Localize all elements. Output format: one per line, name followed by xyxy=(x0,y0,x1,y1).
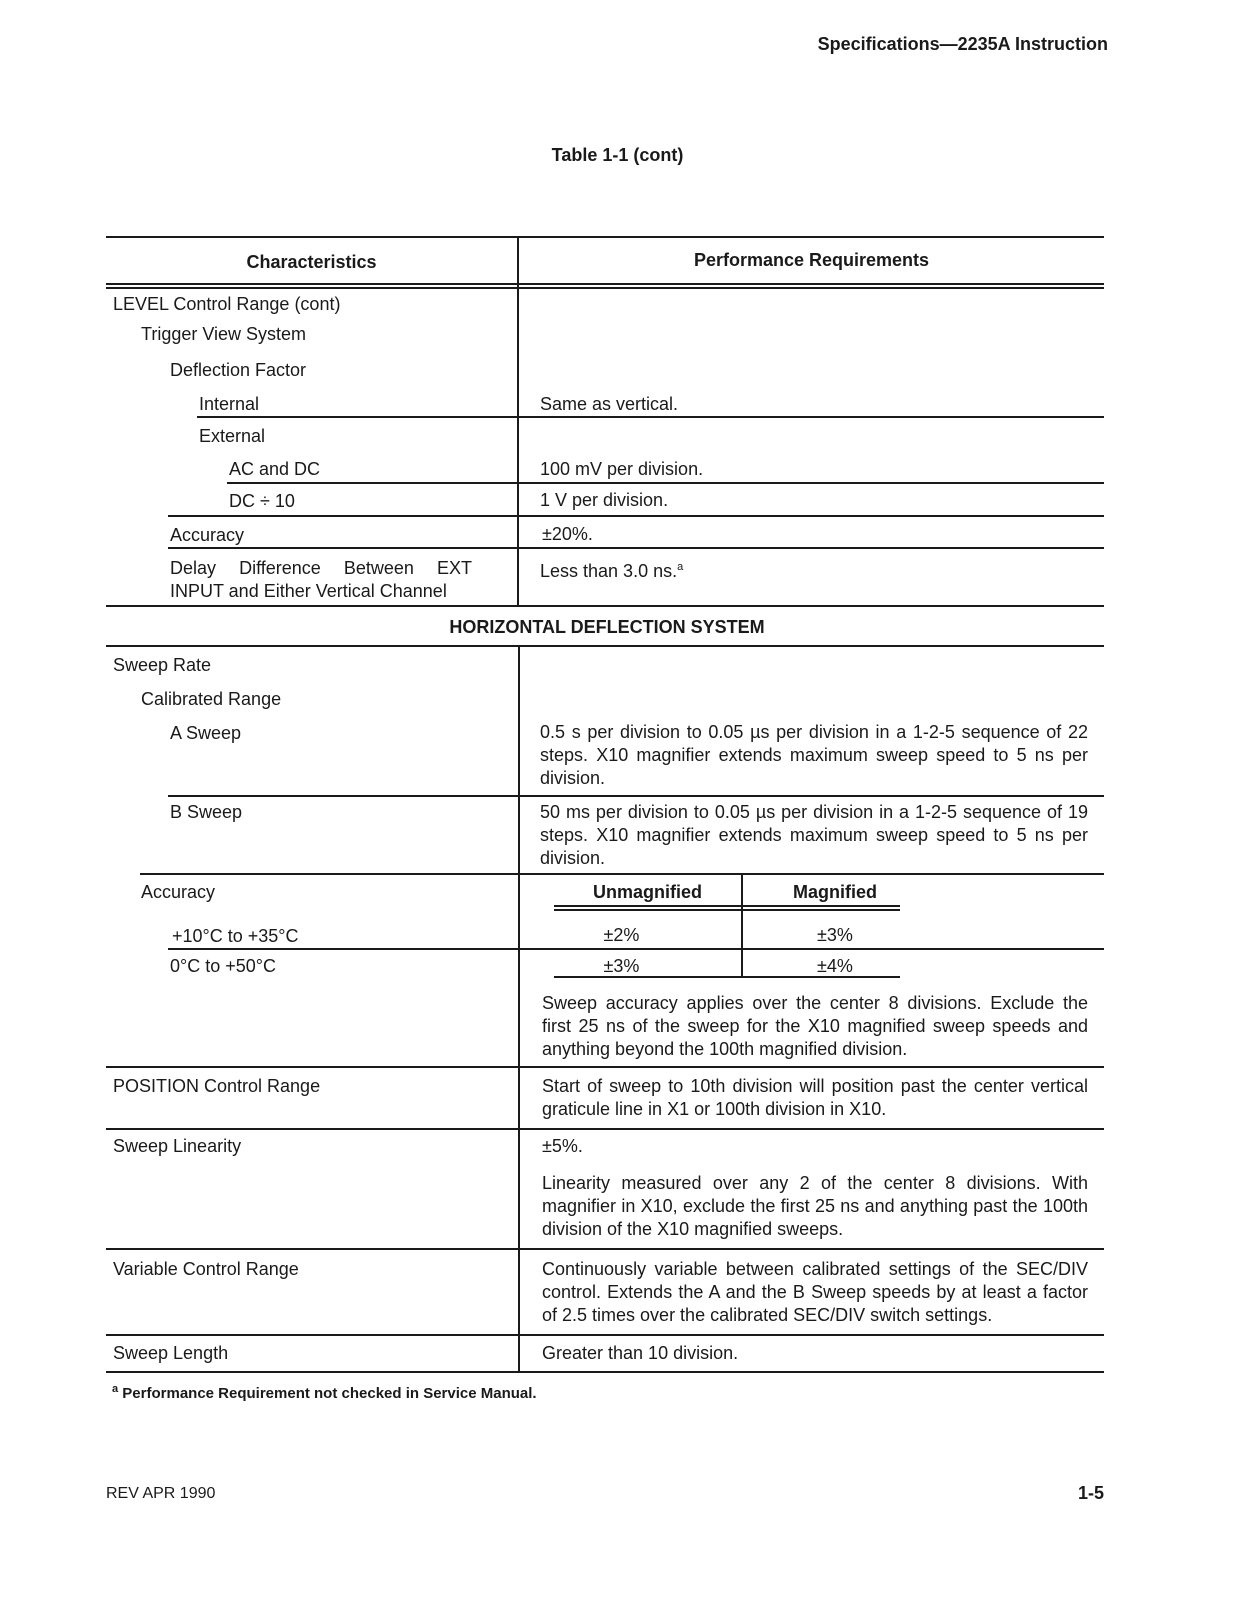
b-sweep-label: B Sweep xyxy=(170,802,243,822)
delay-difference-line2: INPUT and Either Vertical Channel xyxy=(170,581,447,601)
sweep-accuracy-note: Sweep accuracy applies over the center 8 divisions. Exclude the first 25 ns of the sweep for the X10 magnified sweep speeds and anything beyond the 100th magnified division. xyxy=(542,993,1088,1059)
sweep-linearity-requirement: ±5%. xyxy=(542,1136,583,1156)
table-footnote: $^a$ Performance Requirement not checked in Service Manual. xyxy=(112,1383,537,1402)
dc-div10-requirement: 1 V per division. xyxy=(540,490,669,510)
position-control-range-requirement: Start of sweep to 10th division will position past the center vertical graticule line in X1 or 100th division in X10. xyxy=(542,1076,1088,1119)
position-control-range-label: POSITION Control Range xyxy=(113,1076,321,1096)
row-rule-accuracy xyxy=(106,1066,1104,1068)
column-header-characteristics: Characteristics xyxy=(246,252,377,272)
row-rule-variable xyxy=(106,1334,1104,1336)
variable-control-range-requirement: Continuously variable between calibrated settings of the SEC/DIV control. Extends the A and the B Sweep speeds by at least a factor of 2.5 times over the calibrated SEC/DIV switch settings. xyxy=(542,1259,1088,1325)
temp-range-2-magnified: ±4% xyxy=(817,956,853,976)
subtable-rule-2 xyxy=(554,909,900,911)
row-rule-linearity xyxy=(106,1248,1104,1250)
row-rule-internal xyxy=(197,416,1104,418)
sweep-length-requirement: Greater than 10 division. xyxy=(542,1343,739,1363)
a-sweep-requirement: 0.5 s per division to 0.05 µs per division in a 1-2-5 sequence of 22 steps. X10 magnifier extends maximum sweep speed to 5 ns per division. xyxy=(540,722,1088,788)
header-double-rule-2 xyxy=(106,287,1104,289)
internal-requirement: Same as vertical. xyxy=(540,394,679,414)
row-rule-dc-div10 xyxy=(168,515,1104,517)
row-rule-delay xyxy=(106,605,1104,607)
temp-range-1-magnified: ±3% xyxy=(817,925,853,945)
footnote-marker: a xyxy=(677,561,684,573)
trigger-accuracy-requirement: ±20%. xyxy=(542,524,593,544)
section-rule-horizontal xyxy=(106,645,1104,647)
page-number: 1-5 xyxy=(1077,1483,1104,1503)
temp-range-2-unmagnified: ±3% xyxy=(603,956,640,976)
sweep-rate-label: Sweep Rate xyxy=(113,655,212,675)
temp-range-1-label: +10°C to +35°C xyxy=(172,926,299,946)
trigger-accuracy-label: Accuracy xyxy=(170,525,245,545)
row-rule-trigger-accuracy xyxy=(168,547,1104,549)
table-bottom-rule xyxy=(106,1371,1104,1373)
variable-control-range-label: Variable Control Range xyxy=(113,1259,299,1279)
row-rule-position xyxy=(106,1128,1104,1130)
dc-div10-label: DC ÷ 10 xyxy=(229,491,295,511)
trigger-view-system: Trigger View System xyxy=(141,324,307,344)
column-divider-top xyxy=(517,236,519,606)
b-sweep-requirement: 50 ms per division to 0.05 µs per division in a 1-2-5 sequence of 19 steps. X10 magnifier extends maximum sweep speed to 5 ns per division. xyxy=(540,802,1088,868)
internal-label: Internal xyxy=(199,394,260,414)
row-rule-range1 xyxy=(168,948,1104,950)
sweep-linearity-label: Sweep Linearity xyxy=(113,1136,242,1156)
deflection-factor: Deflection Factor xyxy=(170,360,307,380)
temp-range-1-unmagnified: ±2% xyxy=(603,925,640,945)
delay-difference-requirement: Less than 3.0 ns.$^a$ xyxy=(540,561,684,581)
delay-difference-line1: Delay Difference Between EXT xyxy=(170,558,472,578)
footnote-marker-bottom: a xyxy=(112,1383,119,1395)
column-header-performance: Performance Requirements xyxy=(693,250,930,270)
ac-dc-requirement: 100 mV per division. xyxy=(540,459,704,479)
calibrated-range-label: Calibrated Range xyxy=(141,689,282,709)
page-header: Specifications—2235A Instruction xyxy=(817,34,1108,54)
subtable-divider xyxy=(741,875,743,977)
sweep-length-label: Sweep Length xyxy=(113,1343,229,1363)
row-rule-b-sweep xyxy=(140,873,1104,875)
sweep-accuracy-label: Accuracy xyxy=(141,882,216,902)
sweep-linearity-note: Linearity measured over any 2 of the center 8 divisions. With magnifier in X10, exclude the first 25 ns and anything past the 100th division of the X10 magnified sweeps. xyxy=(542,1173,1088,1239)
column-divider-bottom xyxy=(518,645,520,1372)
section-horizontal-deflection: HORIZONTAL DEFLECTION SYSTEM xyxy=(449,617,765,637)
unmagnified-header: Unmagnified xyxy=(592,882,702,902)
temp-range-2-label: 0°C to +50°C xyxy=(170,956,276,976)
magnified-header: Magnified xyxy=(793,882,877,902)
header-double-rule-1 xyxy=(106,283,1104,285)
table-title: Table 1-1 (cont) xyxy=(551,145,684,165)
row-rule-ac-dc xyxy=(227,482,1104,484)
a-sweep-label: A Sweep xyxy=(170,723,242,743)
revision-date: REV APR 1990 xyxy=(106,1485,216,1502)
table-top-rule xyxy=(106,236,1104,238)
subtable-rule-1 xyxy=(554,905,900,907)
ac-dc-label: AC and DC xyxy=(229,459,321,479)
external-label: External xyxy=(199,426,266,446)
row-rule-a-sweep xyxy=(168,795,1104,797)
subtable-bottom-rule xyxy=(554,976,900,978)
level-control-range: LEVEL Control Range (cont) xyxy=(113,294,341,314)
